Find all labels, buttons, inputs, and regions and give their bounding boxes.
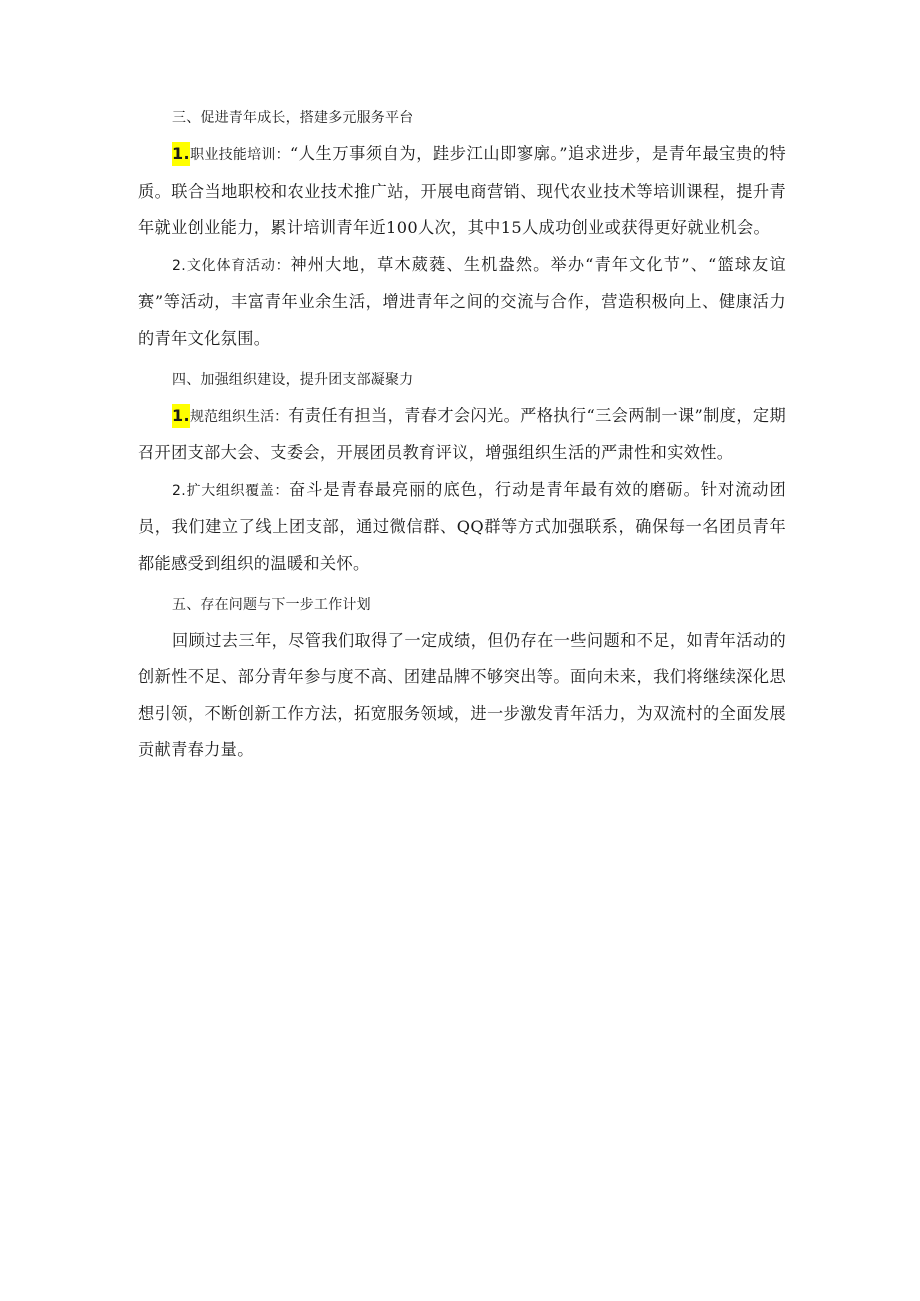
- paragraph-vocational-training: [138, 136, 786, 247]
- section-heading-3: 三、促进青年成长，搭建多元服务平台: [172, 110, 414, 126]
- item-text: 神州大地，草木葳蕤、生机盎然。举办“青年文化节”、“篮球友谊赛”等活动，丰富青年业余生活，增进青年之间的交流与合作，营造积极向上、健康活力的青年文化氛围。: [138, 254, 786, 348]
- item-number-highlighted: 1.: [172, 142, 190, 166]
- section-heading-5: 五、存在问题与下一步工作计划: [172, 596, 371, 613]
- item-number-highlighted: 1.: [172, 404, 190, 428]
- item-number: 2.: [172, 257, 187, 274]
- paragraph-organization-coverage: [138, 472, 786, 583]
- item-label: 扩大组织覆盖：: [186, 482, 290, 499]
- item-text: “人生万事须自为，跬步江山即寥廓。”追求进步，是青年最宝贵的特质。联合当地职校和农业技术推广站，开展电商营销、现代农业技术等培训课程，提升青年就业创业能力，累计培训青年近100人次，其中15人成功创业或获得更好就业机会。: [138, 144, 786, 238]
- paragraph-culture-sports: [138, 247, 786, 358]
- item-label: 文化体育活动：: [186, 257, 291, 274]
- section-heading-4: 四、加强组织建设，提升团支部凝聚力: [172, 371, 414, 388]
- item-label: 规范组织生活：: [189, 408, 289, 425]
- item-number: 2.: [172, 482, 187, 499]
- paragraph-problems-plan: 回顾过去三年，尽管我们取得了一定成绩，但仍存在一些问题和不足，如青年活动的创新性不足、部分青年参与度不高、团建品牌不够突出等。面向未来，我们将继续深化思想引领，不断创新工作方法，拓宽服务领域，进一步激发青年活力，为双流村的全面发展贡献青春力量。: [138, 630, 786, 760]
- item-text: 奋斗是青春最亮丽的底色，行动是青年最有效的磨砺。针对流动团员，我们建立了线上团支部，通过微信群、QQ群等方式加强联系，确保每一名团员青年都能感受到组织的温暖和关怀。: [138, 479, 786, 573]
- paragraph-organization-life: [138, 398, 786, 472]
- document-body: [138, 106, 786, 769]
- item-label: 职业技能培训：: [189, 147, 290, 163]
- item-text: 有责任有担当，青春才会闪光。严格执行“三会两制一课”制度，定期召开团支部大会、支委会，开展团员教育评议，增强组织生活的严肃性和实效性。: [138, 405, 786, 463]
